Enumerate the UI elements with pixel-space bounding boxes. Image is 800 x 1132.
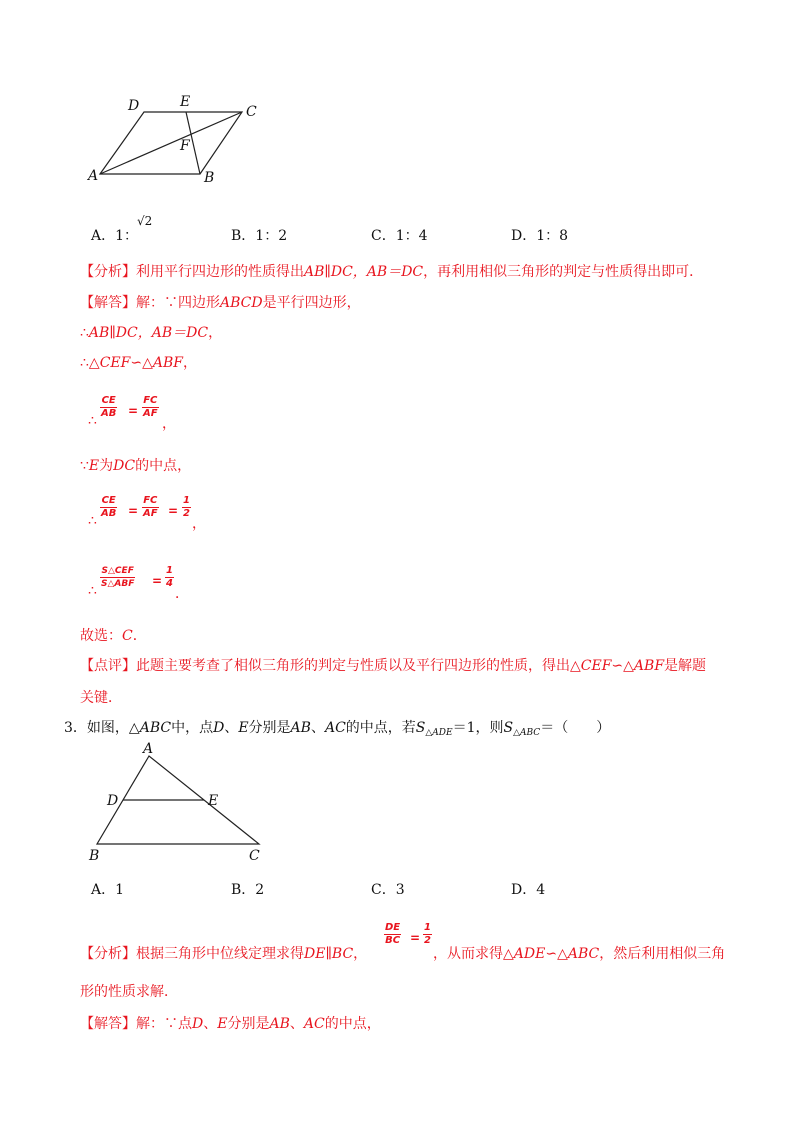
triangle-cef: CEF <box>580 658 612 674</box>
numerator: 1 <box>183 495 190 506</box>
label-A: A <box>88 168 99 184</box>
answer-math: ABCD <box>220 295 263 311</box>
period: ． <box>175 586 189 602</box>
comment-text-2: 是解题 <box>664 658 707 674</box>
equals-sign: = <box>168 504 179 518</box>
q2-option-b: B．1：2 <box>231 228 288 244</box>
denominator: 2 <box>424 935 431 946</box>
segment-ac: AC <box>303 1016 325 1032</box>
triangle-cef: CEF <box>99 355 131 371</box>
q2-comment-line1 <box>80 656 706 676</box>
point-d: D <box>213 720 225 736</box>
equals-sign: = <box>128 504 139 518</box>
equals-sign: = <box>410 931 421 945</box>
question-number: 3． <box>64 720 87 736</box>
q3-analysis-line2: 形的性质求解． <box>80 984 178 1000</box>
q3-option-d: D．4 <box>511 882 546 898</box>
line-punct: ， <box>208 325 223 341</box>
numerator: 1 <box>166 565 173 576</box>
therefore-triangle: ∴△ <box>80 355 100 371</box>
answer-text-2: 是平行四边形， <box>262 295 361 311</box>
label-A: A <box>143 741 154 757</box>
analysis-tag: 【分析】 <box>80 946 136 962</box>
stem-text: 的中点，若 <box>345 720 416 736</box>
numerator: FC <box>143 395 158 406</box>
analysis-text-2: ，再利用相似三角形的判定与性质得出即可． <box>423 264 704 280</box>
analysis-text-3: ，然后利用相似三角 <box>599 946 726 962</box>
comment-text: 此题主要考查了相似三角形的判定与性质以及平行四边形的性质，得出△ <box>136 658 581 674</box>
answer-tag: 【解答】 <box>80 1016 136 1032</box>
q2-answer-line3 <box>80 353 197 373</box>
label-E: E <box>180 94 191 110</box>
q3-analysis-line1 <box>80 944 367 964</box>
equals-sign: = <box>152 574 163 588</box>
therefore-sign: ∴ <box>88 413 97 429</box>
triangle-abc: ABC <box>567 946 600 962</box>
triangle-abf: ABF <box>152 355 183 371</box>
line-math: AB∥DC，AB＝DC <box>88 325 209 341</box>
choice-text: 故选： <box>80 628 122 644</box>
denominator: AF <box>143 408 158 419</box>
area-symbol: S <box>503 720 514 736</box>
fraction-fc-af-2 <box>142 495 159 520</box>
analysis-text-2: ，从而求得△ <box>433 946 514 962</box>
fraction-de-bc <box>384 922 401 947</box>
numerator: CE <box>101 395 116 406</box>
line-text-2: 的中点， <box>135 458 192 474</box>
point-e: E <box>88 458 100 474</box>
choice-punct: ． <box>132 628 147 644</box>
stem-text: 、 <box>224 720 239 736</box>
comment-tag: 【点评】 <box>80 658 136 674</box>
triangle-figure <box>85 740 275 865</box>
triangle-abf: ABF <box>633 658 665 674</box>
analysis-math: AB∥DC，AB＝DC <box>304 264 424 280</box>
analysis-text: 利用平行四边形的性质得出 <box>136 264 304 280</box>
fraction-ce-ab-2 <box>100 495 117 520</box>
numerator: CE <box>101 495 116 506</box>
segment-ab: AB <box>269 1016 290 1032</box>
area-subscript: △ABC <box>513 728 541 738</box>
choice-letter: C <box>122 628 133 644</box>
stem-text: 分别是 <box>248 720 291 736</box>
analysis-punct: ， <box>353 946 368 962</box>
fraction-one-quarter <box>165 565 174 590</box>
therefore-sign: ∴ <box>88 513 97 529</box>
segment-ac: AC <box>324 720 346 736</box>
area-symbol: S <box>415 720 426 736</box>
q2-option-a-root: √2 <box>137 214 153 228</box>
fraction-area-ratio <box>100 565 135 590</box>
label-B: B <box>204 170 215 186</box>
analysis-tag: 【分析】 <box>80 264 136 280</box>
parallelogram-figure <box>80 90 280 190</box>
denominator: 4 <box>166 578 173 589</box>
fraction-one-half <box>423 922 432 947</box>
similar-sign: ∽△ <box>130 355 153 371</box>
denominator: AF <box>143 508 158 519</box>
answer-text: 解：∵四边形 <box>136 295 220 311</box>
triangle-abc: ABC <box>139 720 172 736</box>
equals-sign: = <box>128 404 139 418</box>
q3-option-c: C．3 <box>371 882 405 898</box>
area-subscript: △ADE <box>425 728 453 738</box>
denominator: AB <box>101 408 117 419</box>
answer-text: 分别是 <box>227 1016 270 1032</box>
similar-sign: ∽△ <box>611 658 634 674</box>
comma: ， <box>162 416 176 432</box>
label-C: C <box>246 104 257 120</box>
answer-text: 、 <box>289 1016 304 1032</box>
q3-answer <box>80 1014 381 1034</box>
line-punct: ， <box>182 355 197 371</box>
point-d: D <box>192 1016 204 1032</box>
q2-option-a-label: A．1： <box>91 228 139 244</box>
q3-analysis-line1-cont <box>433 944 725 964</box>
q2-answer-line2 <box>80 323 222 343</box>
fraction-one-half <box>182 495 191 520</box>
denominator: 2 <box>183 508 190 519</box>
q2-answer-line1 <box>80 293 361 313</box>
stem-text: 中，点 <box>171 720 214 736</box>
denominator: BC <box>385 935 401 946</box>
q2-choice <box>80 626 147 646</box>
segment-dc: DC <box>113 458 136 474</box>
numerator: 1 <box>424 922 431 933</box>
answer-tag: 【解答】 <box>80 295 136 311</box>
stem-text: ＝1，则 <box>452 720 504 736</box>
q2-midpoint-line <box>80 456 191 476</box>
therefore-sign: ∴ <box>80 325 89 341</box>
analysis-math: DE∥BC <box>304 946 354 962</box>
answer-text: 解：∵点 <box>136 1016 192 1032</box>
label-B: B <box>89 848 100 864</box>
numerator: DE <box>385 922 401 933</box>
label-D: D <box>128 98 140 114</box>
stem-text: 、 <box>310 720 325 736</box>
point-e: E <box>217 1016 228 1032</box>
fraction-fc-af <box>142 395 159 420</box>
numerator: FC <box>143 495 158 506</box>
answer-text: 的中点， <box>324 1016 381 1032</box>
q2-analysis <box>80 262 703 282</box>
triangle-ade: ADE <box>513 946 546 962</box>
analysis-text: 根据三角形中位线定理求得 <box>136 946 304 962</box>
q2-comment-line2: 关键． <box>80 690 122 706</box>
similar-sign: ∽△ <box>545 946 568 962</box>
denominator: S△ABF <box>101 579 135 589</box>
stem-text: 如图，△ <box>86 720 140 736</box>
q2-option-d: D．1：8 <box>511 228 569 244</box>
label-D: D <box>107 793 119 809</box>
q3-option-b: B．2 <box>231 882 265 898</box>
point-e: E <box>238 720 249 736</box>
segment-ab: AB <box>290 720 311 736</box>
line-text: 为 <box>99 458 114 474</box>
denominator: AB <box>101 508 117 519</box>
because-sign: ∵ <box>80 458 89 474</box>
therefore-sign: ∴ <box>88 583 97 599</box>
label-F: F <box>180 138 190 154</box>
fraction-ce-ab <box>100 395 117 420</box>
q2-option-c: C．1：4 <box>371 228 428 244</box>
q2-option-a <box>91 226 138 246</box>
label-C: C <box>249 848 260 864</box>
answer-text: 、 <box>203 1016 218 1032</box>
stem-text: ＝（ ） <box>540 720 611 736</box>
comma: ， <box>192 516 206 532</box>
q3-option-a: A．1 <box>91 882 125 898</box>
numerator: S△CEF <box>101 566 134 576</box>
label-E: E <box>208 793 219 809</box>
